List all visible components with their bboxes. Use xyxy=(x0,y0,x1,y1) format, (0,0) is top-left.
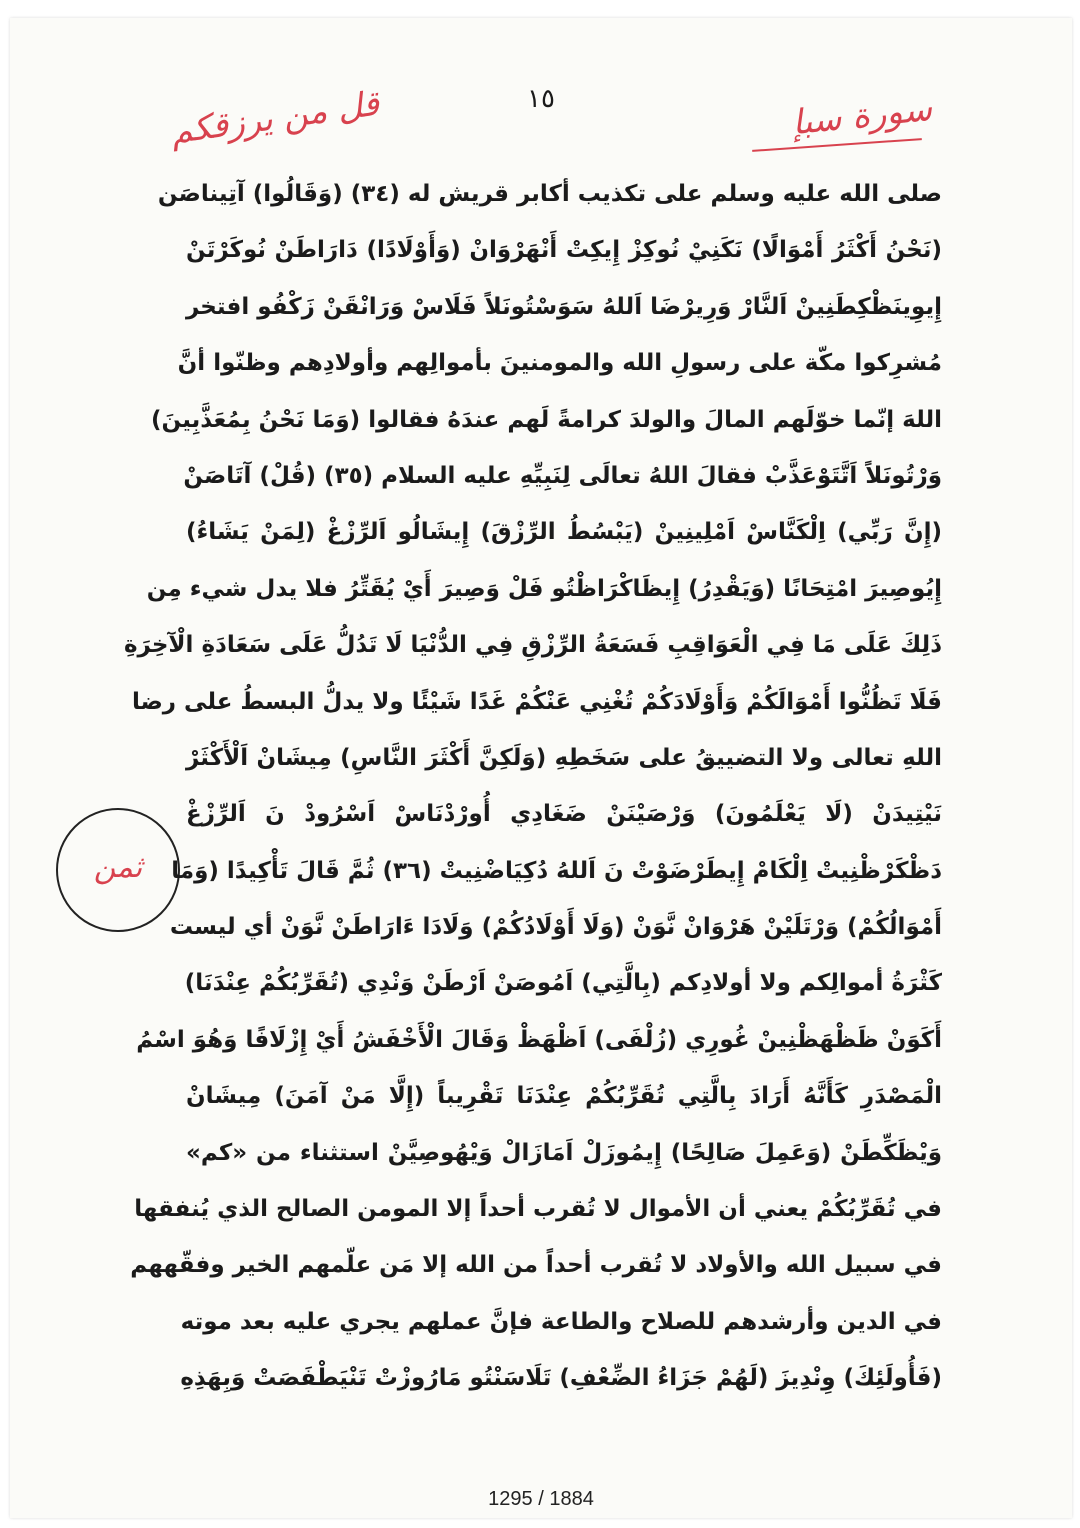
text-line: كَثْرَةُ أموالِكم ولا أولادِكم (بِالَّتِي) اَمُوصَنْ اَرْطَنْ وَنْدِي (تُقَرِّبُكُمْ عِنْدَنَا) xyxy=(184,970,942,997)
circled-margin-note xyxy=(56,808,180,932)
text-line: في الدين وأرشدهم للصلاح والطاعة فإنَّ عملهم يجري عليه بعد موته xyxy=(180,1308,942,1335)
document-page xyxy=(10,18,1072,1518)
text-line: (نَحْنُ أَكْثَرُ أَمْوَالًا) نَكَنِيْ نُوكِزْ إِيكِتْ أَنْهَرْوَانْ (وَأَوْلَادًا) دَارَاطَنْ نُوكَرْتَنْ xyxy=(186,237,942,264)
text-line: في سبيل الله والأولاد لا تُقرب أحداً من الله إلا مَن علّمهم الخير وفقّههم xyxy=(130,1252,942,1279)
text-line: (فَأُولَئِكَ) وِنْدِيزَ (لَهُمْ جَزَاءُ الضِّعْفِ) تَلَاسَنْتُو مَارُوزْتْ تَنْيَطْفَصَتْ وَبِهَذِهِ xyxy=(180,1365,942,1392)
text-line: فَلَا تَظُنُّوا أَمْوَالَكُمْ وَأَوْلَادَكُمْ تُغْنِي عَنْكُمْ غَدًا شَيْئًا ولا يدلُّ البسطُ على رضا xyxy=(131,688,942,715)
text-line: صلى الله عليه وسلم على تكذيب أكابر قريش له (٣٤) (وَقَالُوا) آتِيناصَن xyxy=(157,181,942,207)
text-line: مُشرِكوا مكّة على رسولِ الله والمومنينَ بأموالِهم وأولادِهم وظنّوا أنَّ xyxy=(177,350,942,377)
text-line: الْمَصْدَرِ كَأَنَّهُ أَرَادَ بِالَّتِي تُقَرِّبُكُمْ عِنْدَنَا تَقْرِيباً (إِلَّا مَنْ آمَنَ) مِيشَانْ xyxy=(186,1083,942,1110)
text-line: دَظْكَرْظْنِيتْ اِلْكَامْ إِيطَرْضَوْتْ نَ اَللهُ دُكِيَاضْنِيتْ (٣٦) ثُمَّ قَالَ تَأْكِيدًا (وَمَا xyxy=(171,857,942,884)
text-line: وَرْتُونَلاً اَتَّتَوْعَذَّبْ فقالَ اللهُ تعالَى لِنَبِيِّهِ عليه السلام (٣٥) (قُلْ) آتَاصَنْ xyxy=(183,462,942,489)
circled-margin-text: ثمن xyxy=(93,850,143,885)
text-line: (إِنَّ رَبِّي) اِلْكَنَّاسْ اَمْلِينِينْ (يَبْسُطُ الرِّزْقَ) إِيشَالُو اَلرِّزْغْ (لِمَنْ يَشَاءُ) xyxy=(186,519,942,546)
page-number: ١٥ xyxy=(527,84,555,114)
text-line: إِيُوصِيرَ امْتِحَانًا (وَيَقْدِرُ) إِيظَاكْرَاظْتُو فَلْ وَصِيرَ أَيْ يُقَتِّرُ فلا يدل شيء مِن xyxy=(146,575,942,602)
handwritten-verse-note: قل من يرزقكم xyxy=(168,83,382,153)
text-line: ذَلِكَ عَلَى مَا فِي الْعَوَاقِبِ فَسَعَةُ الرِّزْقِ فِي الدُّنْيَا لَا تَدُلُّ عَلَى سَعَادَةِ الْآخِرَةِ xyxy=(123,632,942,659)
handwritten-underline xyxy=(752,138,922,152)
body-text xyxy=(123,166,942,1407)
text-line: نَيْتِيدَنْ (لَا يَعْلَمُونَ) وَرْصَيْنَنْ ضَغَادِي أُورْدْنَاسْ اَسْرُودْ نَ اَلرِّزْغْ xyxy=(186,801,942,828)
text-line: وَيْظَكِّطَنْ (وَعَمِلَ صَالِحًا) إِيمُوزَلْ اَمَازَالْ وَيْهُوصِيَّنْ استثناء من «كم» xyxy=(186,1139,942,1166)
text-line: أَمْوَالُكُمْ) وَرْتَلَيْنْ هَرْوَانْ نَّوَنْ (وَلَا أَوْلَادُكُمْ) وَلَادَا ءَارَاطَنْ نَّوَنْ أي ليست xyxy=(169,914,942,941)
text-line: اللهِ تعالى ولا التضييقُ على سَخَطِهِ (وَلَكِنَّ أَكْثَرَ النَّاسِ) مِيشَانْ اَلْأَكْثَرْ xyxy=(186,744,942,771)
page-counter: 1295 / 1884 xyxy=(488,1488,594,1510)
text-line: أَكَوَنْ ظَظْهَظْنِينْ غُورِي (زُلْفَى) اَظْهَظْ وَقَالَ الْأَخْفَشُ أَيْ إِزْلَافًا وَهُوَ اسْمُ xyxy=(136,1026,942,1053)
text-line: في تُقَرِّبُكُمْ يعني أن الأموال لا تُقرب أحداً إلا المومن الصالح الذي يُنفقها xyxy=(134,1196,942,1223)
text-line: إِيوِينَظْكِطَنِينْ اَلنَّارْ وَرِيرْضَا اَللهُ سَوَسْتُونَلاً فَلَاسْ وَرَانْقَنْ زَكْفُو افتخر xyxy=(186,293,942,320)
text-line: اللهَ إنّما خوّلَهم المالَ والولدَ كرامةً لَهم عندَهُ فقالوا (وَمَا نَحْنُ بِمُعَذَّبِينَ) xyxy=(151,406,942,433)
handwritten-surah-name: سورة سبإ xyxy=(790,88,934,144)
